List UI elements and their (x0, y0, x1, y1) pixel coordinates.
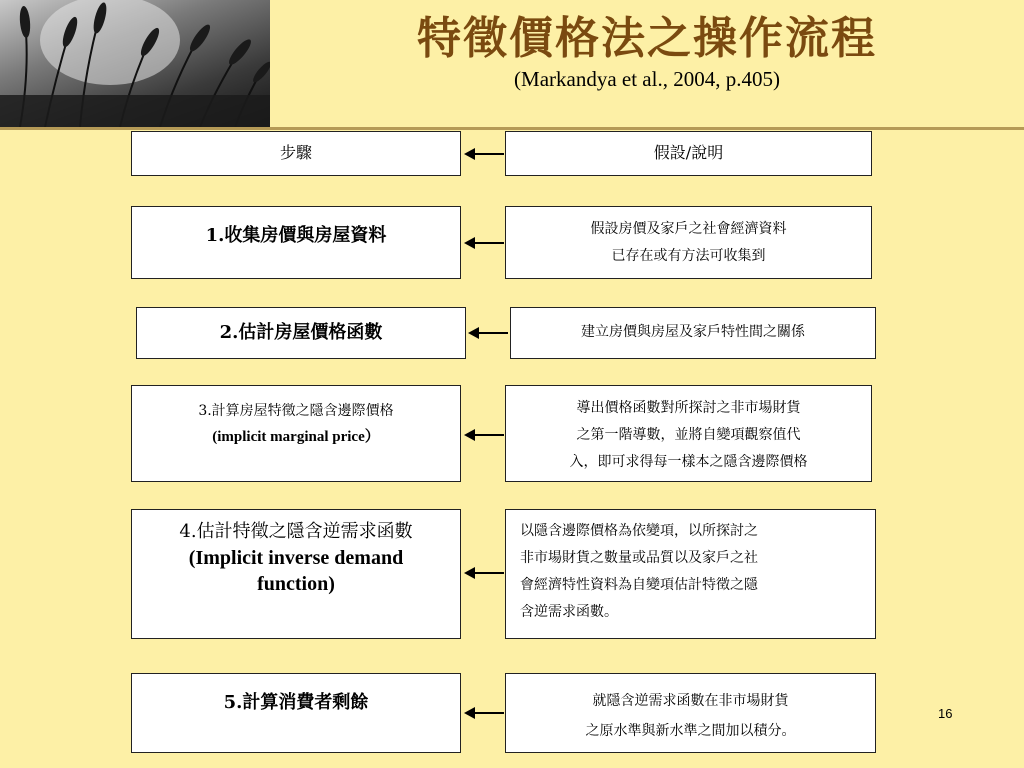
step-3-desc-box (505, 385, 872, 482)
step-1-desc-line: 假設房價及家戶之社會經濟資料 (590, 221, 787, 237)
step-1-desc-line: 已存在或有方法可收集到 (611, 248, 766, 264)
step-2-label: 2.估計房屋價格函數 (219, 322, 383, 343)
slide-subtitle: (Markandya et al., 2004, p.405) (514, 67, 780, 91)
step-3-desc-line: 導出價格函數對所探討之非市場財貨 (576, 400, 801, 416)
step-1-box (131, 206, 461, 279)
header-assumption-label: 假設/說明 (653, 143, 724, 162)
header-step-label: 步驟 (279, 143, 312, 162)
step-5-desc-line: 就隱含逆需求函數在非市場財貨 (592, 693, 789, 709)
arrow-left-icon (468, 327, 508, 339)
page-number: 16 (938, 706, 953, 721)
step-3-desc-line: 之第一階導數，並將自變項觀察值代 (576, 427, 801, 443)
step-5-desc-box (505, 673, 876, 753)
step-4-desc-line: 以隱含邊際價格為依變項，以所探討之 (520, 523, 758, 539)
header-step-box (131, 131, 461, 176)
step-1-label: 1.收集房價與房屋資料 (205, 225, 387, 246)
step-4-box (131, 509, 461, 639)
header-assumption-box (505, 131, 872, 176)
title-area (270, 0, 1024, 127)
step-2-desc-box (510, 307, 876, 359)
step-5-desc-line: 之原水準與新水準之間加以積分。 (585, 723, 796, 739)
arrow-left-icon (464, 567, 504, 579)
step-4-desc-box (505, 509, 876, 639)
arrow-left-icon (464, 148, 504, 160)
step-4-label: 4.估計特徵之隱含逆需求函數 (179, 521, 413, 542)
arrow-left-icon (464, 429, 504, 441)
step-1-desc-box (505, 206, 872, 279)
step-4-desc-line: 含逆需求函數。 (520, 604, 618, 620)
wheat-field-photo (0, 0, 270, 127)
step-2-desc-line: 建立房價與房屋及家戶特性間之關係 (581, 324, 805, 340)
step-4-label-english: (Implicit inverse demand (188, 547, 404, 569)
step-3-box (131, 385, 461, 482)
step-3-label-english: (implicit marginal price） (212, 429, 380, 445)
step-4-desc-line: 會經濟特性資料為自變項估計特徵之隱 (520, 577, 758, 593)
step-3-desc-line: 入，即可求得每一樣本之隱含邊際價格 (569, 454, 808, 470)
step-4-desc-line: 非市場財貨之數量或品質以及家戶之社 (520, 550, 758, 566)
step-2-box (136, 307, 466, 359)
step-4-label-english: function) (257, 573, 335, 595)
step-5-label: 5.計算消費者剩餘 (223, 692, 369, 713)
arrow-left-icon (464, 237, 504, 249)
slide-title: 特徵價格法之操作流程 (417, 13, 877, 64)
step-3-label: 3.計算房屋特徵之隱含邊際價格 (198, 403, 394, 419)
arrow-left-icon (464, 707, 504, 719)
step-5-box (131, 673, 461, 753)
title-divider (0, 127, 1024, 130)
